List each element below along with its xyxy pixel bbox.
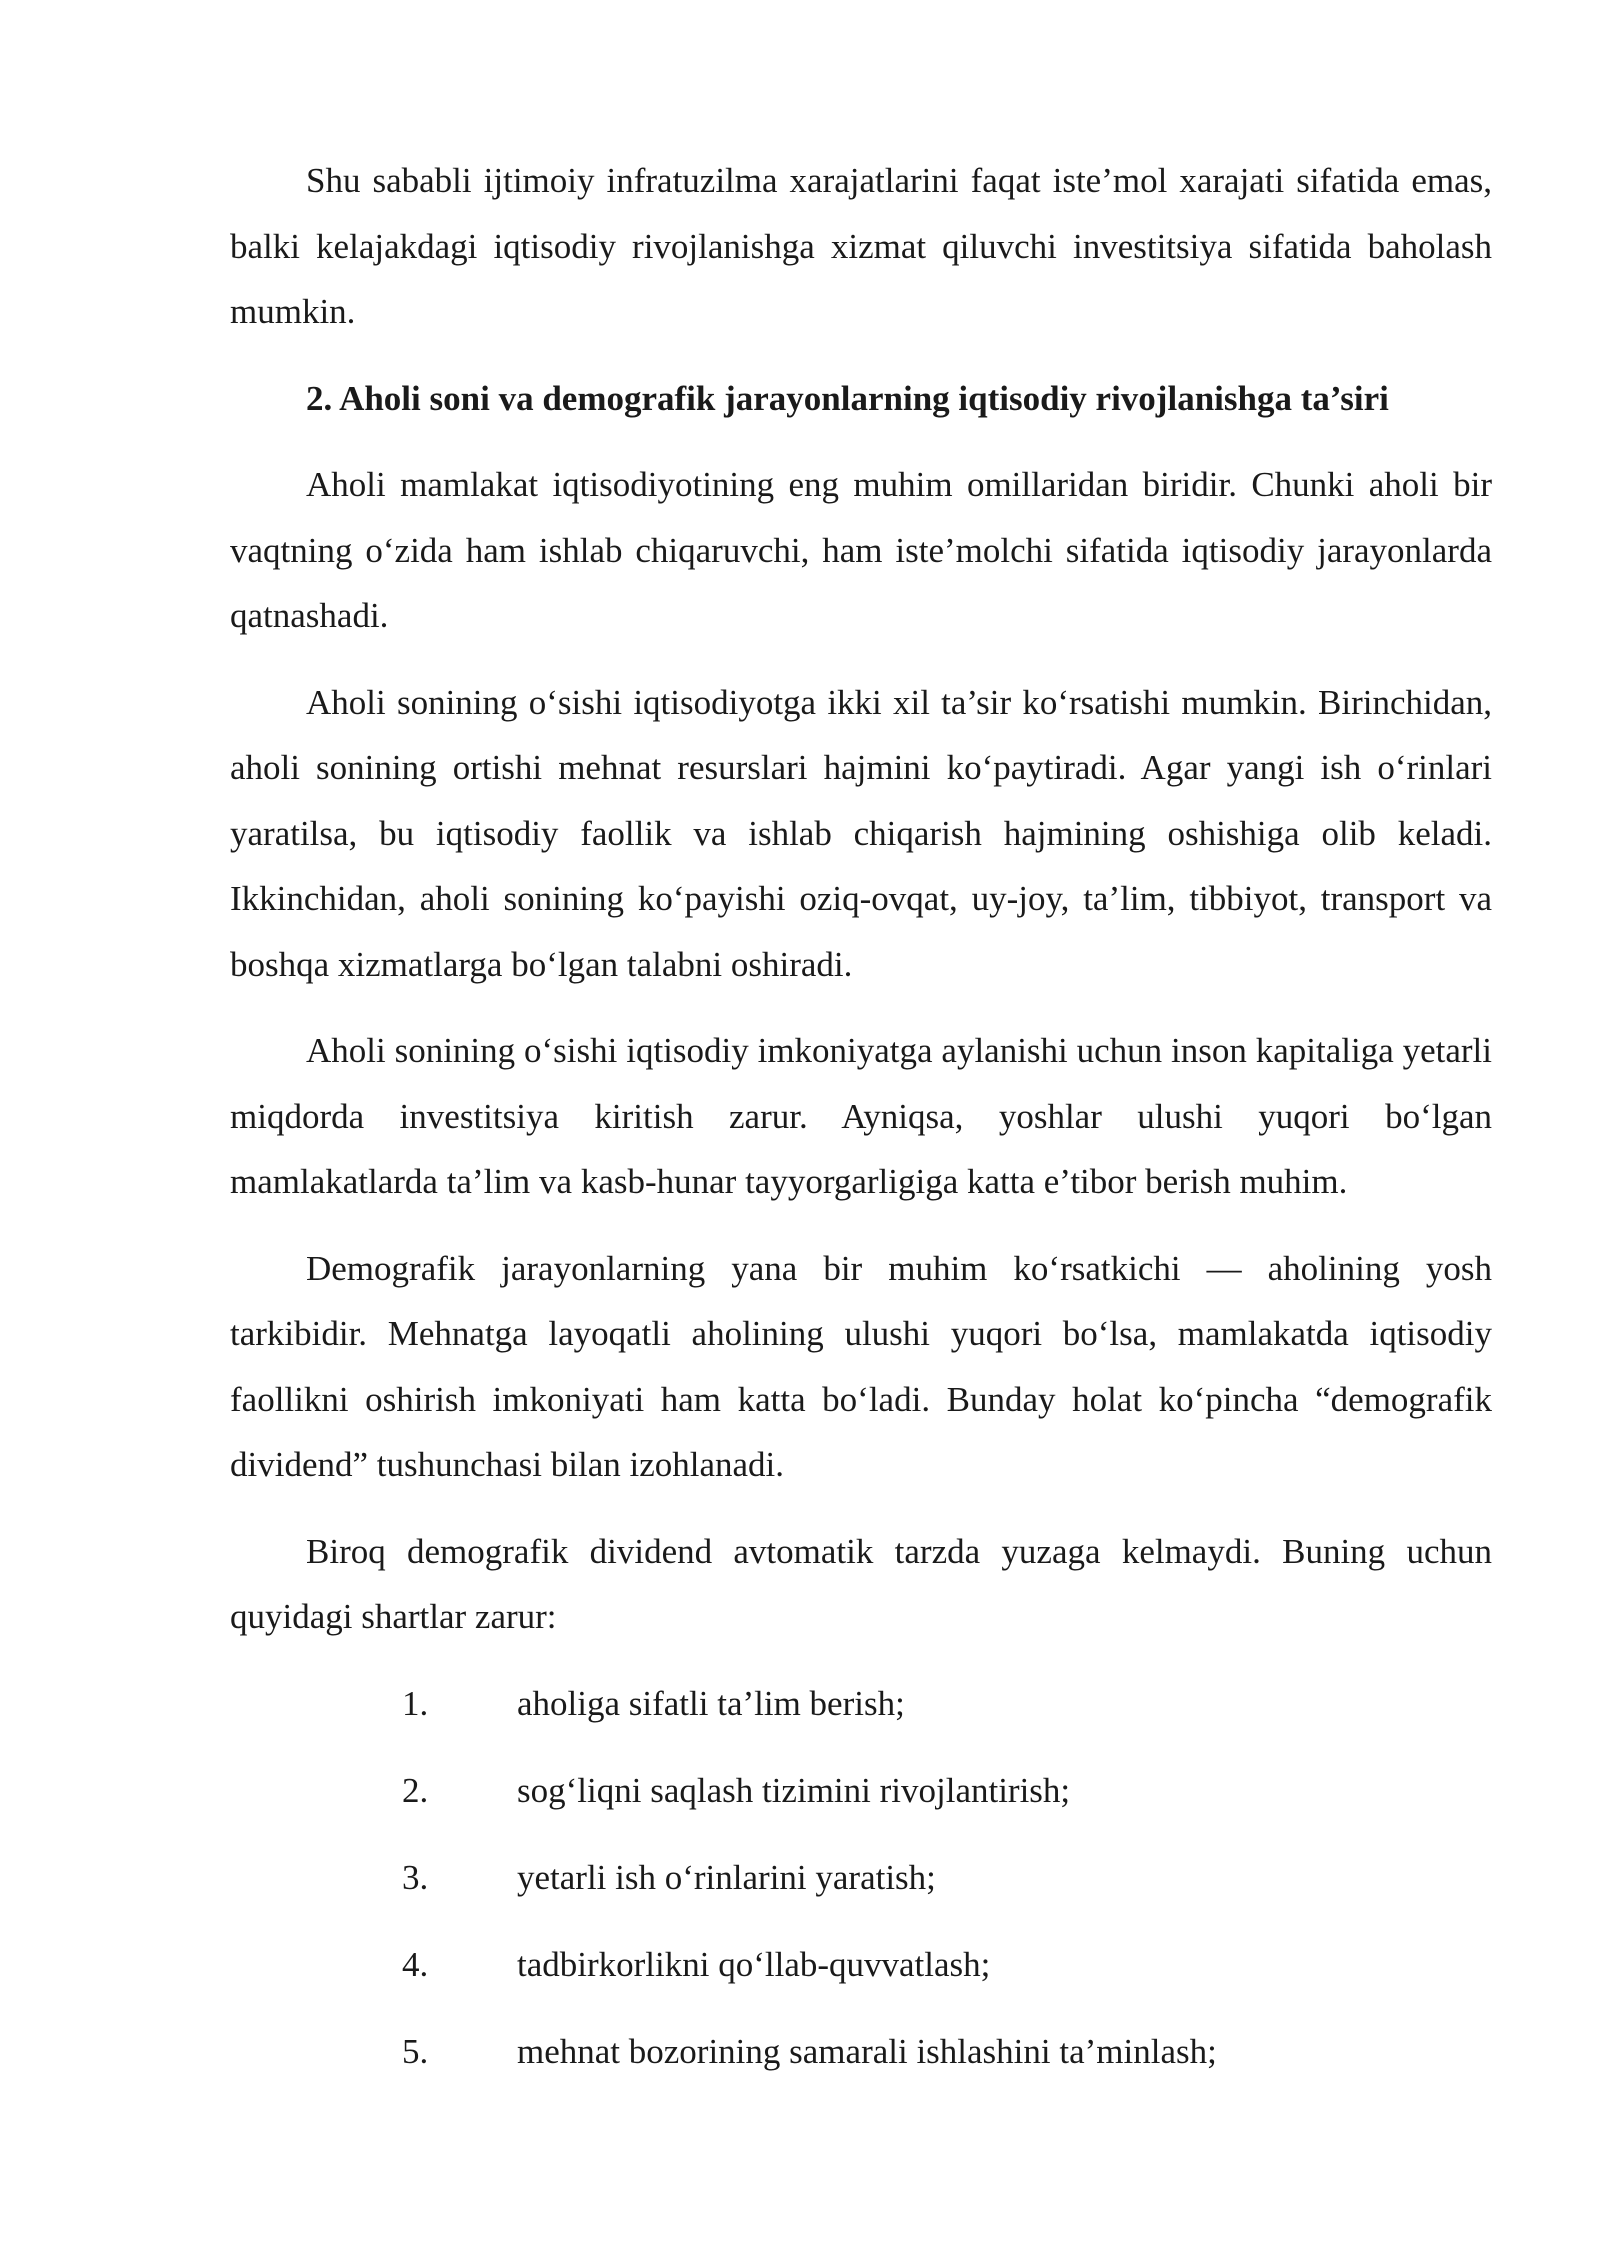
list-item [230,2019,1492,2085]
body-paragraph: Biroq demografik dividend avtomatik tarzda yuzaga kelmaydi. Buning uchun quyidagi shartlar zarur: [230,1531,1492,1636]
list-item-text: mehnat bozorining samarali ishlashini ta’minlash; [517,2031,1217,2071]
list-item [230,1671,1492,1737]
body-paragraph: Aholi sonining o‘sishi iqtisodiyotga ikki xil ta’sir ko‘rsatishi mumkin. Birinchidan, aholi sonining ortishi mehnat resurslari hajmini ko‘paytiradi. Agar yangi ish o‘rinlari yaratilsa, bu iqtisodiy faollik va ishlab chiqarish hajmining oshishiga olib keladi. Ikkinchidan, aholi sonining ko‘payishi oziq-ovqat, uy-joy, ta’lim, tibbiyot, transport va boshqa xizmatlarga bo‘lgan talabni oshiradi. [230,682,1492,984]
list-item [230,1932,1492,1998]
list-item-number: 5. [402,2031,429,2071]
list-item-text: yetarli ish o‘rinlarini yaratish; [517,1857,936,1897]
intro-paragraph: Shu sababli ijtimoiy infratuzilma xarajatlarini faqat iste’mol xarajati sifatida emas, balki kelajakdagi iqtisodiy rivojlanishga xizmat qiluvchi investitsiya sifatida baholash mumkin. [230,161,1492,331]
list-item-text: aholiga sifatli ta’lim berish; [517,1683,905,1723]
list-item-number: 4. [402,1944,429,1984]
body-paragraph: Demografik jarayonlarning yana bir muhim ko‘rsatkichi — aholining yosh tarkibidir. Mehnatga layoqatli aholining ulushi yuqori bo‘lsa, mamlakatda iqtisodiy faollikni oshirish imkoniyati ham katta bo‘ladi. Bunday holat ko‘pincha “demografik dividend” tushunchasi bilan izohlanadi. [230,1248,1492,1484]
list-item-number: 3. [402,1857,429,1897]
body-paragraph: Aholi mamlakat iqtisodiyotining eng muhim omillaridan biridir. Chunki aholi bir vaqtning o‘zida ham ishlab chiqaruvchi, ham iste’molchi sifatida iqtisodiy jarayonlarda qatnashadi. [230,465,1492,635]
list-item-text: tadbirkorlikni qo‘llab-quvvatlash; [517,1944,991,1984]
list-item-text: sog‘liqni saqlash tizimini rivojlantirish; [517,1770,1071,1810]
list-item-number: 1. [402,1683,429,1723]
document-page [230,148,1492,2106]
conditions-list [230,1671,1492,2085]
body-paragraph: Aholi sonining o‘sishi iqtisodiy imkoniyatga aylanishi uchun inson kapitaliga yetarli miqdorda investitsiya kiritish zarur. Ayniqsa, yoshlar ulushi yuqori bo‘lgan mamlakatlarda ta’lim va kasb-hunar tayyorgarligiga katta e’tibor berish muhim. [230,1031,1492,1201]
list-item [230,1845,1492,1911]
section-heading: 2. Aholi soni va demografik jarayonlarning iqtisodiy rivojlanishga ta’siri [306,378,1389,418]
list-item-number: 2. [402,1770,429,1810]
list-item [230,1758,1492,1824]
